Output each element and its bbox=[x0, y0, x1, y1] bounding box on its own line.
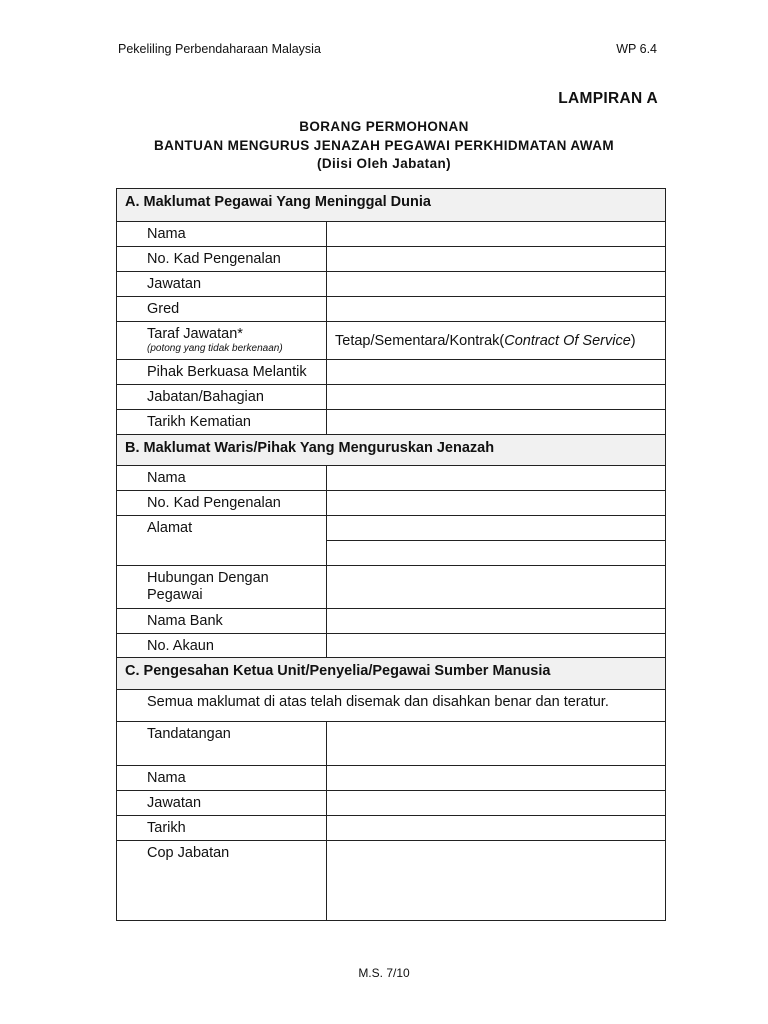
header-left: Pekeliling Perbendaharaan Malaysia bbox=[118, 42, 321, 56]
form-title-block bbox=[0, 118, 768, 174]
label-a-tarikh: Tarikh Kematian bbox=[117, 410, 327, 435]
field-c-cop[interactable] bbox=[327, 841, 666, 921]
label-a-nama: Nama bbox=[117, 222, 327, 247]
taraf-label-text: Taraf Jawatan* bbox=[147, 326, 243, 342]
application-form-table bbox=[116, 188, 666, 921]
field-b-no-kp[interactable] bbox=[327, 491, 666, 516]
field-c-nama[interactable] bbox=[327, 766, 666, 791]
field-a-gred[interactable] bbox=[327, 297, 666, 322]
lampiran-label: LAMPIRAN A bbox=[558, 90, 658, 107]
field-b-akaun[interactable] bbox=[327, 634, 666, 658]
field-b-nama[interactable] bbox=[327, 466, 666, 491]
label-a-pihak: Pihak Berkuasa Melantik bbox=[117, 360, 327, 385]
label-a-taraf bbox=[117, 322, 327, 360]
taraf-note: (potong yang tidak berkenaan) bbox=[147, 343, 283, 354]
label-b-nama: Nama bbox=[117, 466, 327, 491]
taraf-options-suffix: ) bbox=[630, 332, 636, 349]
label-b-hubungan: Hubungan Dengan Pegawai bbox=[117, 566, 327, 609]
taraf-options-prefix: Tetap/Sementara/Kontrak( bbox=[335, 332, 505, 349]
label-a-jabatan: Jabatan/Bahagian bbox=[117, 385, 327, 410]
form-title: BORANG PERMOHONAN bbox=[299, 119, 469, 134]
field-a-taraf[interactable] bbox=[327, 322, 666, 360]
field-b-alamat-line1[interactable] bbox=[327, 516, 666, 541]
page-number: M.S. 7/10 bbox=[358, 966, 410, 980]
label-c-cop: Cop Jabatan bbox=[117, 841, 327, 921]
label-b-alamat: Alamat bbox=[117, 516, 327, 566]
label-a-no-kp: No. Kad Pengenalan bbox=[117, 247, 327, 272]
field-c-jawatan[interactable] bbox=[327, 791, 666, 816]
taraf-options-italic: Contract Of Service bbox=[504, 332, 631, 349]
form-subtitle: BANTUAN MENGURUS JENAZAH PEGAWAI PERKHIDMATAN AWAM bbox=[153, 137, 614, 153]
label-c-tarikh: Tarikh bbox=[117, 816, 327, 841]
field-a-jabatan[interactable] bbox=[327, 385, 666, 410]
field-a-pihak[interactable] bbox=[327, 360, 666, 385]
section-b-header: B. Maklumat Waris/Pihak Yang Menguruskan Jenazah bbox=[117, 435, 666, 466]
field-a-jawatan[interactable] bbox=[327, 272, 666, 297]
label-b-bank: Nama Bank bbox=[117, 609, 327, 634]
field-c-tarikh[interactable] bbox=[327, 816, 666, 841]
field-a-tarikh[interactable] bbox=[327, 410, 666, 435]
header-right: WP 6.4 bbox=[616, 42, 657, 56]
field-b-bank[interactable] bbox=[327, 609, 666, 634]
form-note: (Diisi Oleh Jabatan) bbox=[316, 156, 452, 171]
field-b-alamat-line2[interactable] bbox=[327, 541, 666, 566]
label-c-tandatangan: Tandatangan bbox=[117, 722, 327, 766]
field-a-no-kp[interactable] bbox=[327, 247, 666, 272]
section-c-header: C. Pengesahan Ketua Unit/Penyelia/Pegawai Sumber Manusia bbox=[117, 658, 666, 690]
label-b-akaun: No. Akaun bbox=[117, 634, 327, 658]
label-b-no-kp: No. Kad Pengenalan bbox=[117, 491, 327, 516]
label-c-nama: Nama bbox=[117, 766, 327, 791]
field-b-hubungan[interactable] bbox=[327, 566, 666, 609]
label-a-gred: Gred bbox=[117, 297, 327, 322]
label-c-jawatan: Jawatan bbox=[117, 791, 327, 816]
section-a-header: A. Maklumat Pegawai Yang Meninggal Dunia bbox=[117, 189, 666, 222]
field-c-tandatangan[interactable] bbox=[327, 722, 666, 766]
label-a-jawatan: Jawatan bbox=[117, 272, 327, 297]
verification-statement: Semua maklumat di atas telah disemak dan disahkan benar dan teratur. bbox=[117, 690, 666, 722]
field-a-nama[interactable] bbox=[327, 222, 666, 247]
